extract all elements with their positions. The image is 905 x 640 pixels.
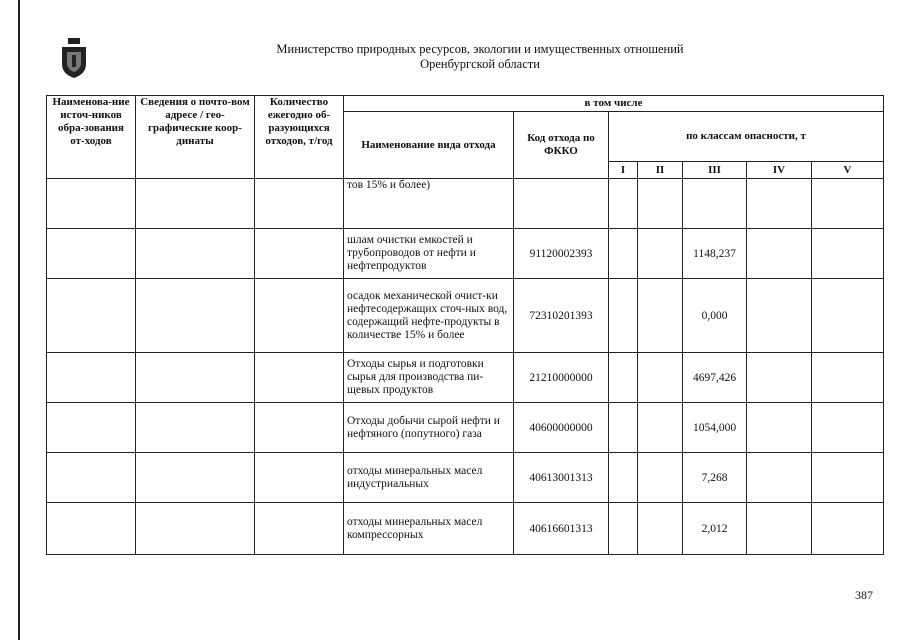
header-source-name: Наименова-ние источ-ников обра-зования от-ходов — [47, 96, 136, 179]
class-3-value: 0,000 — [683, 279, 747, 353]
table-row — [47, 453, 884, 503]
class-3-value — [683, 179, 747, 229]
header-quantity: Количество ежегодно об-разующихся отходов, т/год — [255, 96, 344, 179]
waste-table — [46, 95, 884, 555]
header-line-2: Оренбургской области — [420, 57, 540, 71]
header-class-1: I — [609, 162, 638, 179]
class-3-value: 4697,426 — [683, 353, 747, 403]
waste-code: 72310201393 — [514, 279, 609, 353]
header-waste-type: Наименование вида отхода — [344, 112, 514, 179]
waste-code: 40613001313 — [514, 453, 609, 503]
table-row — [47, 403, 884, 453]
table-row — [47, 353, 884, 403]
table-row — [47, 229, 884, 279]
header-class-4: IV — [747, 162, 812, 179]
waste-code: 91120002393 — [514, 229, 609, 279]
class-3-value: 2,012 — [683, 503, 747, 555]
page-edge-line — [18, 0, 20, 640]
class-3-value: 1148,237 — [683, 229, 747, 279]
waste-name: Отходы добычи сырой нефти и нефтяного (попутного) газа — [344, 403, 514, 453]
waste-name: осадок механической очист-ки нефтесодержащих сточ-ных вод, содержащий нефте-продукты в количестве 15% и более — [344, 279, 514, 353]
table-row — [47, 503, 884, 555]
waste-code: 40600000000 — [514, 403, 609, 453]
waste-code — [514, 179, 609, 229]
class-3-value: 1054,000 — [683, 403, 747, 453]
table-row — [47, 279, 884, 353]
waste-name: отходы минеральных масел индустриальных — [344, 453, 514, 503]
page-number: 387 — [855, 588, 873, 602]
header-class-2: II — [638, 162, 683, 179]
table-row — [47, 179, 884, 229]
document-header — [180, 42, 780, 72]
coat-of-arms-icon — [60, 38, 88, 78]
waste-code: 21210000000 — [514, 353, 609, 403]
waste-name: шлам очистки емкостей и трубопроводов от нефти и нефтепродуктов — [344, 229, 514, 279]
waste-name: тов 15% и более) — [344, 179, 514, 229]
header-hazard-classes: по классам опасности, т — [609, 112, 884, 162]
header-line-1: Министерство природных ресурсов, экологии и имущественных отношений — [276, 42, 684, 56]
header-class-5: V — [812, 162, 884, 179]
waste-name: Отходы сырья и подготовки сырья для производства пи-щевых продуктов — [344, 353, 514, 403]
waste-code: 40616601313 — [514, 503, 609, 555]
waste-name: отходы минеральных масел компрессорных — [344, 503, 514, 555]
header-fkko-code: Код отхода по ФККО — [514, 112, 609, 179]
header-class-3: III — [683, 162, 747, 179]
class-3-value: 7,268 — [683, 453, 747, 503]
header-including: в том числе — [344, 96, 884, 112]
header-address: Сведения о почто-вом адресе / гео-графические коор-динаты — [136, 96, 255, 179]
